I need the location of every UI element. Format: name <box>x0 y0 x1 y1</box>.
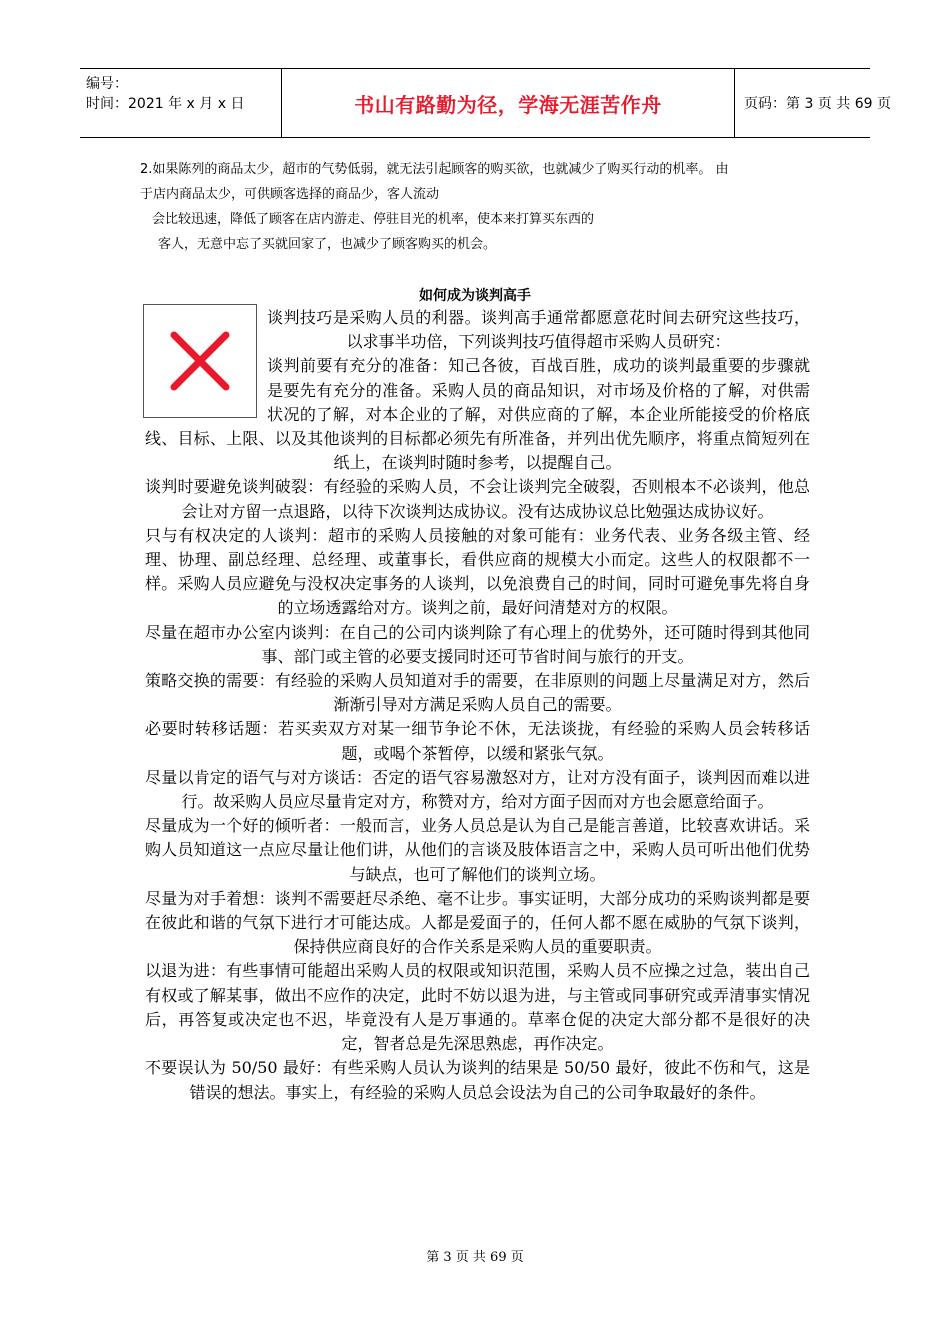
intro-line: 2.如果陈列的商品太少，超市的气势低弱，就无法引起顾客的购买欲，也就减少了购买行动的机率。 由 <box>140 162 729 177</box>
paragraph: 尽量为对手着想：谈判不需要赶尽杀绝、毫不让步。事实证明，大部分成功的采购谈判都是要在彼此和谐的气氛下进行才可能达成。人都是爱面子的，任何人都不愿在威胁的气氛下谈判，保持供应商良好的合作关系是采购人员的重要职责。 <box>145 888 810 957</box>
paragraph: 以退为进：有些事情可能超出采购人员的权限或知识范围，采购人员不应操之过急，装出自己有权或了解某事，做出不应作的决定，此时不妨以退为进，与主管或同事研究或弄清事实情况后，再答复或决定也不迟，毕竟没有人是万事通的。草率仓促的决定大部分都不是很好的决定，智者总是先深思熟虑，再作决定。 <box>145 961 810 1054</box>
intro-line: 客人，无意中忘了买就回家了，也减少了顾客购买的机会。 <box>158 237 497 252</box>
intro-line: 会比较迅速，降低了顾客在店内游走、停驻目光的机率，使本来打算买东西的 <box>152 212 595 227</box>
paragraph: 策略交换的需要：有经验的采购人员知道对手的需要，在非原则的问题上尽量满足对方，然后渐渐引导对方满足采购人员自己的需要。 <box>145 671 810 715</box>
header-motto: 书山有路勤为径，学海无涯苦作舟 <box>354 92 662 117</box>
paragraph: 尽量以肯定的语气与对方谈话：否定的语气容易激怒对方，让对方没有面子，谈判因而难以进行。故采购人员应尽量肯定对方，称赞对方，给对方面子因而对方也会愿意给面子。 <box>145 767 810 812</box>
header-meta <box>80 69 280 137</box>
paragraph: 尽量成为一个好的倾听者：一般而言，业务人员总是认为自己是能言善道，比较喜欢讲话。采购人员知道这一点应尽量让他们讲，从他们的言谈及肢体语言之中，采购人员可听出他们优势与缺点，也可了解他们的谈判立场。 <box>145 816 810 884</box>
page-header <box>80 68 891 138</box>
page-footer: 第 3 页 共 69 页 <box>426 1250 524 1265</box>
section-title: 如何成为谈判高手 <box>419 288 531 304</box>
document-time-label: 时间：2021 年 x 月 x 日 <box>86 96 245 112</box>
paragraph: 谈判前要有充分的准备：知己各彼，百战百胜，成功的谈判最重要的步骤就是要先有充分的准备。采购人员的商品知识，对市场及价格的了解，对供需状况的了解，对本企业的了解，对供应商的了解，本企业所能接受的价格底线、目标、上限、以及其他谈判的目标都必须先有所准备，并列出优先顺序，将重点简短列在纸上，在谈判时随时参考，以提醒自己。 <box>145 356 810 473</box>
paragraph: 谈判技巧是采购人员的利器。谈判高手通常都愿意花时间去研究这些技巧，以求事半功倍，下列谈判技巧值得超市采购人员研究： <box>267 308 810 352</box>
header-page-info: 页码：第 3 页 共 69 页 <box>744 96 891 112</box>
document-number-label: 编号： <box>86 76 128 92</box>
intro-line: 于店内商品太少，可供顾客选择的商品少，客人流动 <box>140 187 440 202</box>
paragraph: 只与有权决定的人谈判：超市的采购人员接触的对象可能有：业务代表、业务各级主管、经理、协理、副总经理、总经理、或董事长，看供应商的规模大小而定。这些人的权限都不一样。采购人员应避免与没权决定事务的人谈判，以免浪费自己的时间，同时可避免事先将自身的立场透露给对方。谈判之前，最好问清楚对方的权限。 <box>145 525 810 618</box>
paragraph: 不要误认为 50/50 最好：有些采购人员认为谈判的结果是 50/50 最好，彼此不伤和气，这是错误的想法。事实上，有经验的采购人员总会设法为自己的公司争取最好的条件。 <box>145 1058 810 1102</box>
article-body <box>145 306 810 1105</box>
header-motto-cell <box>281 69 735 137</box>
paragraph: 必要时转移话题：若买卖双方对某一细节争论不休，无法谈拢，有经验的采购人员会转移话题，或喝个茶暂停，以缓和紧张气氛。 <box>145 719 810 763</box>
paragraph: 谈判时要避免谈判破裂：有经验的采购人员，不会让谈判完全破裂，否则根本不必谈判，他总会让对方留一点退路，以待下次谈判达成协议。没有达成协议总比勉强达成协议好。 <box>145 477 810 521</box>
paragraph: 尽量在超市办公室内谈判：在自己的公司内谈判除了有心理上的优势外，还可随时得到其他同事、部门或主管的必要支援同时还可节省时间与旅行的开支。 <box>145 622 810 666</box>
